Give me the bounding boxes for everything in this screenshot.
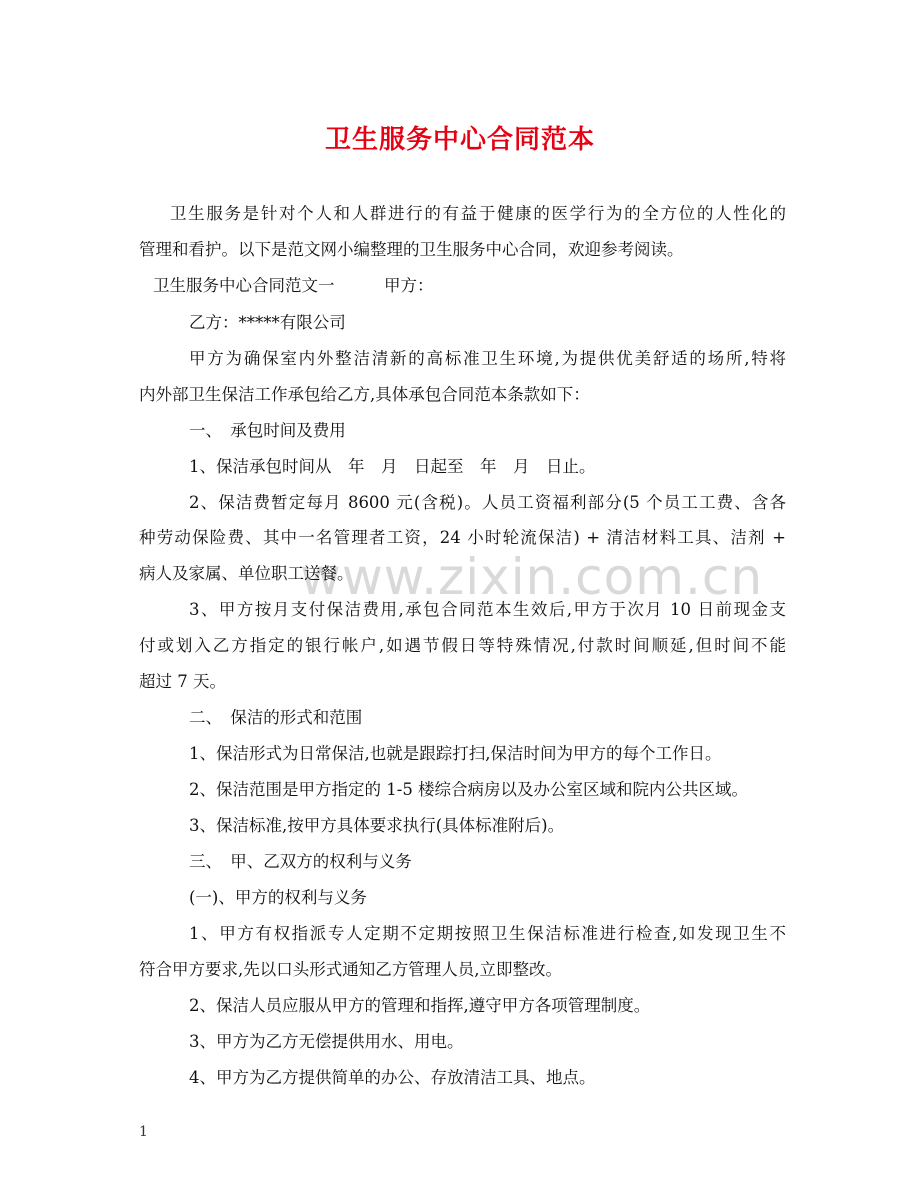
paragraph-line: 付或划入乙方指定的银行帐户,如遇节假日等特殊情况,付款时间顺延,但时间不能: [139, 636, 786, 655]
section-heading: 二、 保洁的形式和范围: [189, 708, 363, 727]
paragraph-line: 卫生服务是针对个人和人群进行的有益于健康的医学行为的全方位的人性化的: [170, 204, 786, 223]
paragraph-line: 符合甲方要求,先以口头形式通知乙方管理人员,立即整改。: [139, 960, 562, 979]
paragraph-line: 超过 7 天。: [139, 672, 226, 691]
paragraph-line: 3、保洁标准,按甲方具体要求执行(具体标准附后)。: [189, 816, 565, 835]
paragraph-line: 1、保洁形式为日常保洁,也就是跟踪打扫,保洁时间为甲方的每个工作日。: [189, 744, 722, 763]
paragraph-line: 2、保洁费暂定每月 8600 元(含税)。人员工资福利部分(5 个员工工费、含各: [189, 493, 786, 512]
paragraph-line: 4、甲方为乙方提供简单的办公、存放清洁工具、地点。: [189, 1068, 596, 1087]
paragraph-line: 卫生服务中心合同范文一 甲方：: [153, 276, 434, 295]
paragraph-line: 病人及家属、单位职工送餐。: [139, 564, 354, 583]
watermark: www.zixin.com.cn: [300, 548, 764, 606]
paragraph-line: 3、甲方按月支付保洁费用,承包合同范本生效后,甲方于次月 10 日前现金支: [189, 600, 786, 619]
paragraph-line: 种劳动保险费、其中一名管理者工资，24 小时轮流保洁) + 清洁材料工具、洁剂 +: [139, 528, 786, 547]
paragraph-line: 内外部卫生保洁工作承包给乙方,具体承包合同范本条款如下：: [139, 385, 590, 404]
subsection-heading: (一)、甲方的权利与义务: [189, 888, 367, 907]
paragraph-line: 管理和看护。以下是范文网小编整理的卫生服务中心合同，欢迎参考阅读。: [139, 240, 684, 259]
paragraph-line: 2、保洁范围是甲方指定的 1-5 楼综合病房以及办公室区域和院内公共区域。: [189, 780, 749, 799]
page-number: 1: [139, 1124, 148, 1140]
paragraph-line: 乙方：*****有限公司: [189, 313, 346, 332]
paragraph-line: 甲方为确保室内外整洁清新的高标准卫生环境,为提供优美舒适的场所,特将: [189, 349, 786, 368]
paragraph-line: 1、保洁承包时间从 年 月 日起至 年 月 日止。: [189, 457, 596, 476]
section-heading: 三、 甲、乙双方的权利与义务: [189, 852, 412, 871]
paragraph-line: 3、甲方为乙方无偿提供用水、用电。: [189, 1032, 464, 1051]
document-title: 卫生服务中心合同范本: [324, 125, 595, 155]
paragraph-line: 1、甲方有权指派专人定期不定期按照卫生保洁标准进行检查,如发现卫生不: [189, 924, 786, 943]
paragraph-line: 2、保洁人员应服从甲方的管理和指挥,遵守甲方各项管理制度。: [189, 996, 651, 1015]
section-heading: 一、 承包时间及费用: [189, 421, 346, 440]
